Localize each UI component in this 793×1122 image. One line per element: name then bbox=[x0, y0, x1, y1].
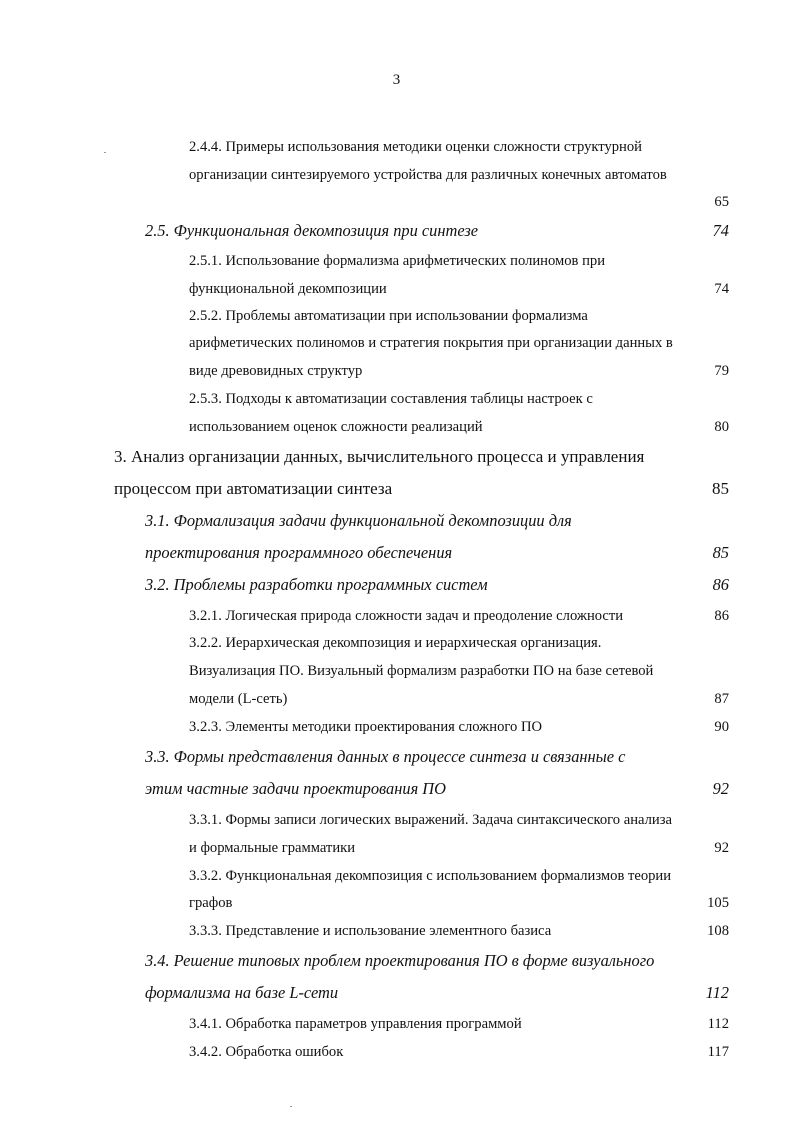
toc-entry-text: проектирования программного обеспечения bbox=[145, 543, 453, 562]
toc-entry-text: Визуализация ПО. Визуальный формализм разработки ПО на базе сетевой bbox=[189, 663, 654, 679]
toc-entry-text: графов bbox=[189, 895, 233, 911]
toc-entry-page: 92 bbox=[714, 840, 729, 856]
toc-entry-page: 85 bbox=[712, 543, 729, 562]
toc-entry-page: 85 bbox=[712, 479, 729, 498]
toc-entry-page: 105 bbox=[707, 895, 729, 911]
toc-entry-text: 2.5.2. Проблемы автоматизации при использовании формализма bbox=[189, 308, 588, 324]
toc-entry-page: 90 bbox=[714, 719, 729, 735]
toc-entry-text: арифметических полиномов и стратегия покрытия при организации данных в bbox=[189, 335, 673, 351]
toc-entry-text: процессом при автоматизации синтеза bbox=[114, 479, 393, 498]
toc-entry-page: 117 bbox=[707, 1044, 729, 1060]
toc-entry-text: этим частные задачи проектирования ПО bbox=[145, 779, 446, 798]
toc-entry-page: 74 bbox=[714, 281, 729, 297]
toc-entry-page: 92 bbox=[712, 779, 729, 798]
toc-entry-text: и формальные грамматики bbox=[189, 840, 356, 856]
toc-entry-page: 74 bbox=[712, 221, 729, 240]
toc-entry-page: 112 bbox=[705, 983, 729, 1002]
toc-entry-page: 79 bbox=[714, 363, 729, 379]
toc-entry-text: 3.2. Проблемы разработки программных систем bbox=[145, 575, 488, 594]
toc-entry-page: 87 bbox=[714, 691, 729, 707]
toc-entry-text: 3.4.2. Обработка ошибок bbox=[189, 1044, 344, 1060]
toc-entry-text: функциональной декомпозиции bbox=[189, 281, 387, 297]
toc-entry-text: 3.3.1. Формы записи логических выражений. Задача синтаксического анализа bbox=[189, 812, 672, 828]
toc-entry-text: 3.3.3. Представление и использование элементного базиса bbox=[189, 923, 552, 939]
toc-entry-text: 2.4.4. Примеры использования методики оценки сложности структурной bbox=[189, 139, 642, 155]
toc-entry-text: формализма на базе L-сети bbox=[145, 983, 339, 1002]
toc-entry-text: модели (L-сеть) bbox=[189, 691, 288, 707]
toc-entry-page: 112 bbox=[707, 1016, 729, 1032]
toc-entry-page: 108 bbox=[707, 923, 729, 939]
toc-entry-text: 3.4. Решение типовых проблем проектирования ПО в форме визуального bbox=[145, 951, 655, 970]
toc-entry-text: использованием оценок сложности реализаций bbox=[189, 419, 483, 435]
toc-entry-text: 3.2.2. Иерархическая декомпозиция и иерархическая организация. bbox=[189, 635, 602, 651]
toc-entry-text: 2.5.1. Использование формализма арифметических полиномов при bbox=[189, 253, 605, 269]
scan-speck bbox=[290, 1106, 292, 1107]
page-number: 3 bbox=[392, 72, 401, 88]
toc-entry-page: 86 bbox=[714, 608, 729, 624]
toc-entry-page: 86 bbox=[712, 575, 729, 594]
toc-entry-text: 3.1. Формализация задачи функциональной декомпозиции для bbox=[145, 511, 572, 530]
toc-entry-text: 3.2.3. Элементы методики проектирования сложного ПО bbox=[189, 719, 543, 735]
toc-entry-text: 3.3.2. Функциональная декомпозиция с использованием формализмов теории bbox=[189, 868, 672, 884]
toc-entry-text: 3.3. Формы представления данных в процессе синтеза и связанные с bbox=[145, 747, 626, 766]
toc-entry-text: виде древовидных структур bbox=[189, 363, 363, 379]
toc-entry-text: 3.2.1. Логическая природа сложности задач и преодоление сложности bbox=[189, 608, 624, 624]
toc-entry-page: 65 bbox=[714, 194, 729, 210]
toc-entry-text: организации синтезируемого устройства для различных конечных автоматов bbox=[189, 167, 667, 183]
scan-speck bbox=[104, 152, 106, 153]
toc-entry-page: 80 bbox=[714, 419, 729, 435]
toc-entry-text: 3.4.1. Обработка параметров управления программой bbox=[189, 1016, 522, 1032]
toc-entry-text: 2.5. Функциональная декомпозиция при синтезе bbox=[145, 221, 479, 240]
toc-entry-text: 3. Анализ организации данных, вычислительного процесса и управления bbox=[114, 447, 645, 466]
toc-entry-text: 2.5.3. Подходы к автоматизации составления таблицы настроек с bbox=[189, 391, 593, 407]
